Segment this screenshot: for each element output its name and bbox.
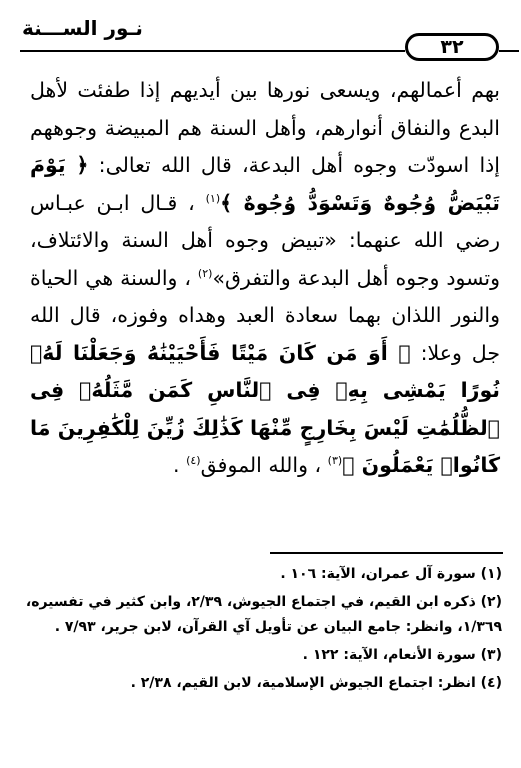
- footnote-1: (١) سورة آل عمران، الآية: ١٠٦ .: [280, 566, 502, 582]
- footnote-3: (٣) سورة الأنعام، الآية: ١٢٢ .: [302, 647, 502, 663]
- header-rule: [20, 50, 405, 52]
- footnote-ref-2: (٢): [197, 266, 213, 280]
- paragraph-part-2: ، قـال ابـن عبـاس رضي الله عنهما: «تبيض وجوه أهل السنة والائتلاف، وتسود وجوه أهل البدعة والتفرق»: [30, 190, 500, 290]
- paragraph-part-3: ، والسنة هي الحياة والنور اللذان بهما سعادة العبد وهداه وفوزه، قال الله جل وعلا:: [30, 265, 500, 365]
- footnote-2: (٢) ذكره ابن القيم، في اجتماع الجيوش، ٢/٣٩، وابن كثير في تفسيره، ١/٣٦٩، وانظر: جامع البيان عن تأويل آي القرآن، لابن جرير، ٧/٩٣ .: [25, 594, 502, 635]
- paragraph-end: .: [173, 453, 180, 477]
- paragraph-part-4: ، والله الموفق: [200, 453, 322, 477]
- footnote-ref-1: (١): [205, 191, 221, 205]
- quran-verse-2: ﴿ أَوَ مَن كَانَ مَيْتًا فَأَحْيَيْنَٰهُ وَجَعَلْنَا لَهُۥ نُورًا يَمْشِى بِهِۦ فِى ٱلنَّاسِ كَمَن مَّثَلُهُۥ فِى ٱلظُّلُمَٰتِ لَيْسَ بِخَارِجٍ مِّنْهَا كَذَٰلِكَ زُيِّنَ لِلْكَٰفِرِينَ مَا كَانُوا۟ يَعْمَلُونَ ﴾: [30, 340, 500, 477]
- page-header: [0, 0, 521, 70]
- quran-verse-1: ﴿ يَوْمَ تَبْيَضُّ وُجُوهٌ وَتَسْوَدُّ وُجُوهٌ ﴾: [30, 153, 500, 215]
- footnote-ref-3: (٣): [327, 454, 343, 468]
- header-rule-end: [499, 50, 519, 52]
- footnote-separator: [270, 552, 503, 554]
- footnotes: [18, 562, 502, 699]
- footnote-4: (٤) انظر: اجتماع الجيوش الإسلامية، لابن القيم، ٢/٣٨ .: [130, 675, 502, 691]
- page-number: ٣٢: [405, 33, 499, 61]
- main-text: [30, 72, 500, 485]
- footnote-ref-4: (٤): [186, 454, 201, 468]
- running-title: نـور الســـنة: [22, 16, 143, 40]
- paragraph-part-1: بهم أعمالهم، ويسعى نورها بين أيديهم إذا طفئت لأهل البدع والنفاق أنوارهم، وأهل السنة هم المبيضة وجوههم إذا اسودّت وجوه أهل البدعة، قال الله تعالى:: [30, 78, 500, 177]
